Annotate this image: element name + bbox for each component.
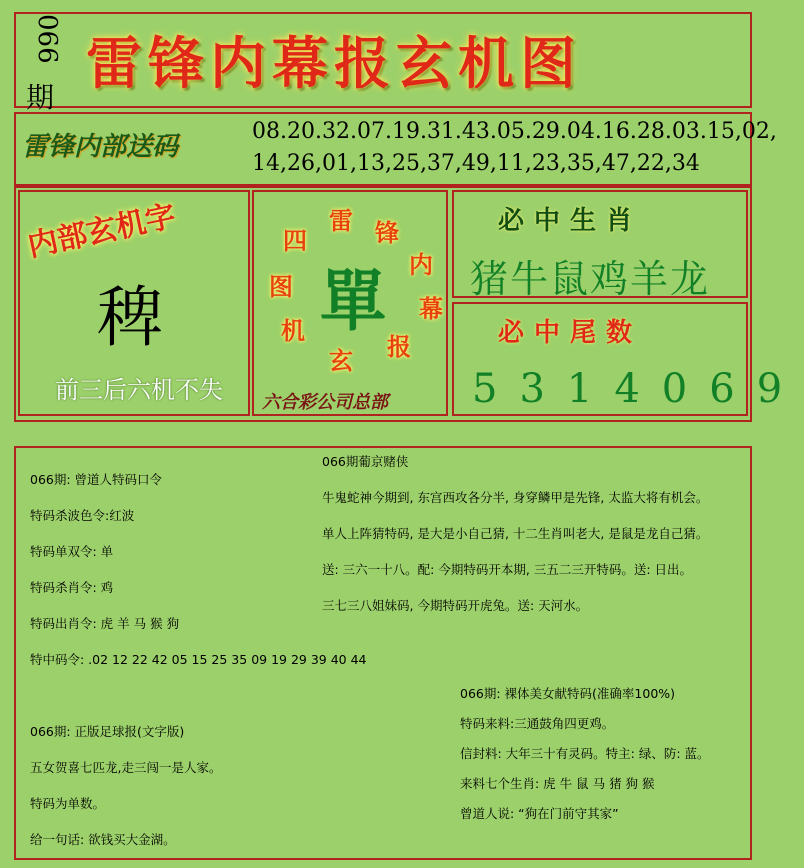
tail-title: 必中尾数 [498,318,643,348]
numbers-line-1: 08.20.32.07.19.31.43.05.29.04.16.28.03.15,02, [252,119,777,144]
left-line-2: 特码杀波色令:红波 [30,508,135,523]
zodiac-panel [452,190,748,301]
ring-char-7: 机 [281,316,305,345]
zodiac-animals: 猪牛鼠鸡羊龙 [470,257,711,301]
right-line-10: 曾道人说: “狗在门前守其家” [460,806,619,821]
inner-caption: 前三后六机不失 [55,376,223,404]
period-suffix: 期 [26,81,55,114]
ring-char-2: 锋 [375,218,399,247]
numbers-list [252,116,777,180]
right-line-8: 信封料: 大年三十有灵码。特主: 绿、防: 蓝。 [460,746,710,761]
tail-panel [452,302,804,416]
right-line-1: 066期葡京赌侠 [322,454,409,469]
right-line-2: 牛鬼蛇神今期到, 东宫西攻各分半, 身穿鳞甲是先锋, 太监大将有机会。 [322,490,709,505]
inner-char: 稗 [97,279,163,356]
period-label [20,12,64,116]
right-line-4: 送: 三六一十八。配: 今期特码开本期, 三五二三开特码。送: 日出。 [322,562,693,577]
ring-char-6: 玄 [329,346,353,375]
ring-char-8: 图 [269,272,293,301]
ring-char-3: 内 [409,250,433,279]
left-line-10: 给一句话: 欲钱买大金湖。 [30,832,176,847]
left-line-3: 特码单双令: 单 [30,544,114,559]
inner-char-panel [18,190,250,416]
numbers-label: 雷锋内部送码 [22,132,179,162]
center-char: 單 [320,262,386,340]
right-line-3: 单人上阵猜特码, 是大是小自己猜, 十二生肖叫老大, 是鼠是龙自己猜。 [322,526,709,541]
inner-char-title: 内部玄机字 [24,198,179,265]
left-line-8: 五女贺喜七匹龙,走三闯一是人家。 [30,760,222,775]
zodiac-title: 必中生肖 [498,206,643,236]
left-line-4: 特码杀肖令: 鸡 [30,580,114,595]
ring-panel [252,190,448,416]
page-title: 雷锋内幕报玄机图 [86,31,582,97]
period-number: 066 [32,14,62,64]
right-line-6: 066期: 裸体美女献特码(准确率100%) [460,686,676,701]
tail-digits: 5314069 [472,366,804,412]
ring-char-4: 幕 [419,294,443,323]
left-line-7: 066期: 正版足球报(文字版) [30,724,185,739]
center-footer: 六合彩公司总部 [262,392,388,413]
right-line-7: 特码来料:三通鼓角四更鸡。 [460,716,615,731]
right-line-9: 来料七个生肖: 虎 牛 鼠 马 猪 狗 猴 [460,776,655,791]
ring-char-5: 报 [387,332,411,361]
ring-char-9: 四 [283,226,307,255]
left-line-5: 特码出肖令: 虎 羊 马 猴 狗 [30,616,180,631]
left-line-9: 特码为单数。 [30,796,106,811]
right-line-5: 三七三八姐妹码, 今期特码开虎兔。送: 天河水。 [322,598,589,613]
numbers-line-2: 14,26,01,13,25,37,49,11,23,35,47,22,34 [252,151,700,176]
left-line-1: 066期: 曾道人特码口令 [30,472,163,487]
ring-char-1: 雷 [329,206,353,235]
left-line-6: 特中码令: .02 12 22 42 05 15 25 35 09 19 29 39 40 44 [30,652,367,667]
